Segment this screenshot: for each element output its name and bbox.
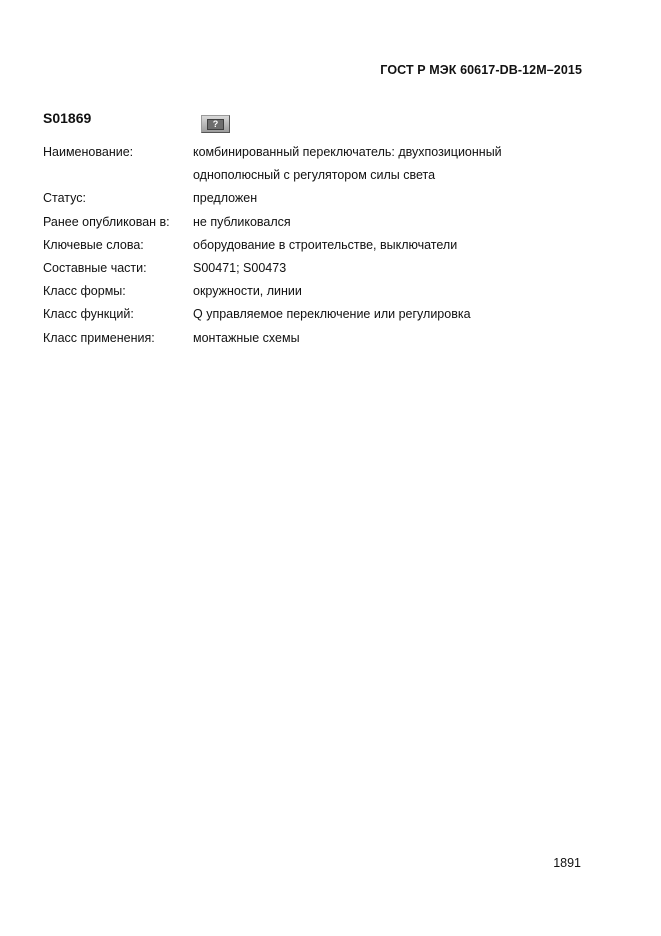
- property-value: не публиковался: [193, 214, 291, 229]
- symbol-code: S01869: [43, 110, 92, 126]
- property-row-status: [43, 187, 603, 210]
- document-header-standard: ГОСТ Р МЭК 60617-DB-12M–2015: [380, 63, 582, 77]
- property-label: Класс функций:: [43, 307, 134, 322]
- property-value-line: комбинированный переключатель: двухпозиционный: [193, 145, 502, 159]
- property-label: Ранее опубликован в:: [43, 214, 170, 229]
- page-number: 1891: [553, 856, 581, 870]
- property-value: Q управляемое переключение или регулировка: [193, 307, 471, 322]
- property-row-name: [43, 141, 603, 187]
- property-value: оборудование в строительстве, выключатели: [193, 237, 458, 252]
- property-label: Составные части:: [43, 261, 147, 276]
- property-value: монтажные схемы: [193, 330, 300, 345]
- help-question-icon[interactable]: [201, 115, 230, 133]
- property-value: окружности, линии: [193, 284, 302, 299]
- property-row-previously-published: [43, 211, 603, 234]
- property-value: S00471; S00473: [193, 261, 287, 276]
- symbol-properties-table: [43, 141, 603, 350]
- property-row-function-class: [43, 303, 603, 326]
- property-label: Ключевые слова:: [43, 237, 144, 252]
- property-value: предложен: [193, 191, 258, 206]
- property-row-shape-class: [43, 280, 603, 303]
- property-label: Наименование:: [43, 145, 134, 159]
- property-row-components: [43, 257, 603, 280]
- property-label: Статус:: [43, 191, 86, 206]
- question-glyph-icon: ?: [207, 119, 224, 130]
- property-label: Класс применения:: [43, 330, 155, 345]
- property-row-keywords: [43, 234, 603, 257]
- property-value: [193, 141, 603, 187]
- property-row-application-class: [43, 327, 603, 350]
- property-value-line: однополюсный с регулятором силы света: [193, 168, 436, 183]
- property-label: Класс формы:: [43, 284, 126, 299]
